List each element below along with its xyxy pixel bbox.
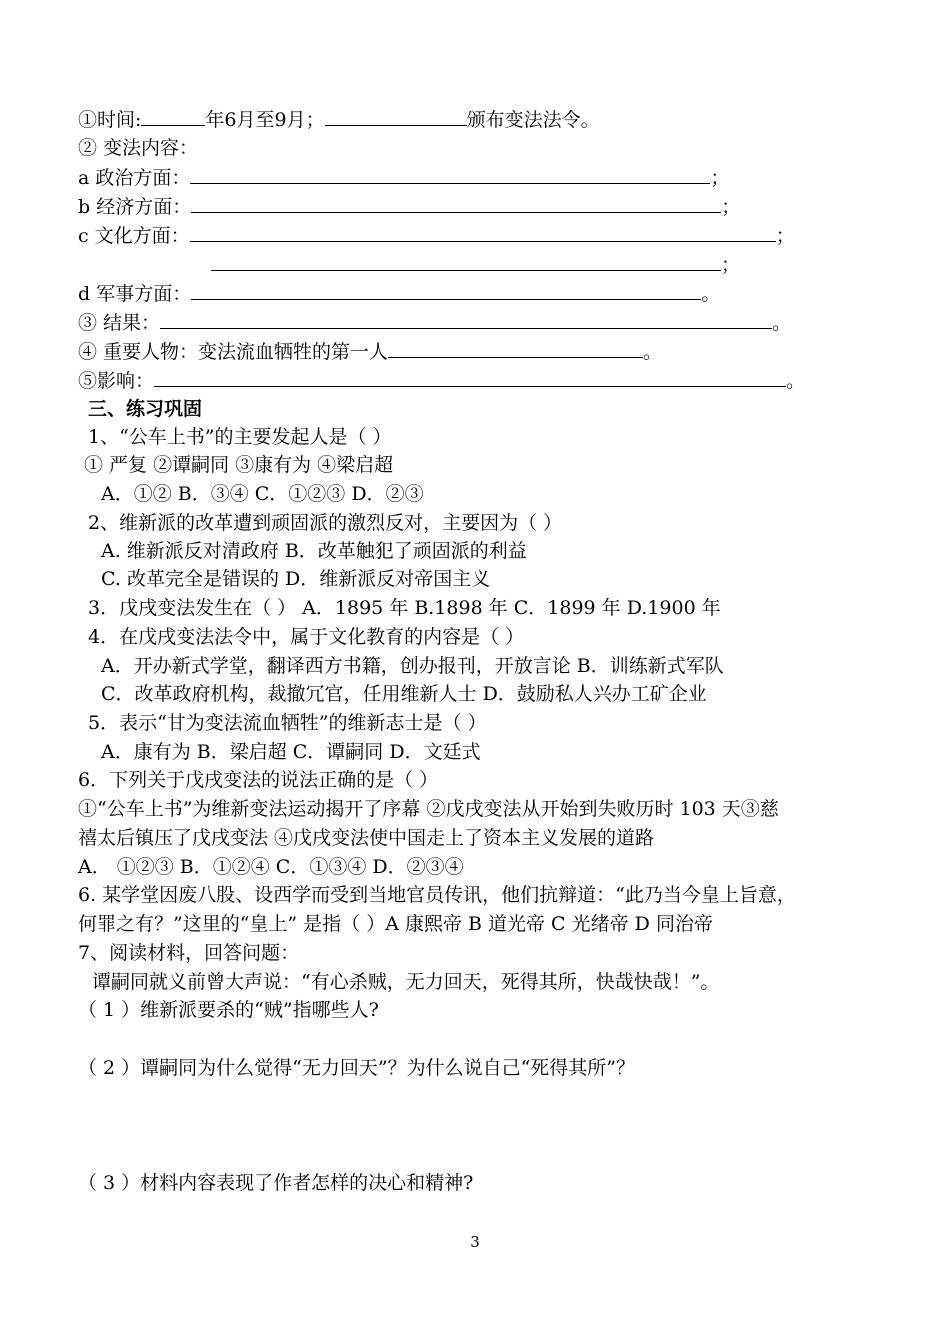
q7-sub3: （ 3 ）材料内容表现了作者怎样的决心和精神?	[78, 1172, 474, 1194]
q4-options-cd: C．改革政府机构，裁撤冗官，任用维新人士 D．鼓励私人兴办工矿企业	[101, 683, 707, 705]
q6b-line1: 6. 某学堂因废八股、设西学而受到当地官员传讯，他们抗辩道：“此乃当今皇上旨意，	[78, 884, 796, 906]
q5-options: A．康有为 B．梁启超 C．谭嗣同 D．文廷式	[101, 741, 481, 763]
year-blank[interactable]	[141, 107, 205, 126]
q1-items: ① 严复 ②谭嗣同 ③康有为 ④梁启超	[84, 454, 394, 476]
q6a-line1: ①“公车上书”为维新变法运动揭开了序幕 ②戊戌变法从开始到失败历时 103 天③慈	[78, 798, 779, 820]
q5-stem: 5．表示“甘为变法流血牺牲”的维新志士是（ ）	[88, 712, 487, 734]
politics-line: a 政治方面： ；	[78, 167, 730, 189]
result-line: ③ 结果： 。	[78, 312, 792, 334]
section-title: 三、练习巩固	[88, 398, 203, 420]
military-blank[interactable]	[191, 281, 701, 300]
military-line: d 军事方面： 。	[78, 283, 721, 305]
influence-line: ⑤影响： 。	[78, 370, 806, 392]
q7-stem: 7、阅读材料，回答问题：	[78, 942, 300, 964]
q1-stem: 1、“公车上书”的主要发起人是（ ）	[88, 426, 392, 448]
q3-stem: 3．戊戌变法发生在（ ） A．1895 年 B.1898 年 C．1899 年 D.1900 年	[88, 597, 721, 619]
time-line: ①时间: 年6月至9月； 颁布变法法令。	[78, 109, 600, 131]
q7-sub2: （ 2 ）谭嗣同为什么觉得“无力回天”？为什么说自己“死得其所”？	[78, 1057, 636, 1079]
q6a-options: A． ①②③ B．①②④ C．①③④ D．②③④	[78, 856, 464, 878]
q7-sub1: （ 1 ）维新派要杀的“贼”指哪些人?	[78, 999, 379, 1021]
result-blank[interactable]	[160, 310, 772, 329]
q6a-line2: 禧太后镇压了戊戌变法 ④戊戌变法使中国走上了资本主义发展的道路	[78, 827, 655, 849]
q7-material: 谭嗣同就义前曾大声说：“有心杀贼，无力回天，死得其所，快哉快哉！”。	[92, 971, 720, 993]
influence-blank[interactable]	[154, 368, 786, 387]
page-number: 3	[470, 1233, 480, 1251]
economy-blank[interactable]	[191, 194, 721, 213]
culture-blank-2[interactable]	[211, 252, 721, 271]
culture-blank[interactable]	[190, 223, 776, 242]
q2-options-cd: C. 改革完全是错误的 D．维新派反对帝国主义	[101, 568, 491, 590]
q4-stem: 4．在戊戌变法法令中，属于文化教育的内容是（ ）	[88, 626, 525, 648]
q2-stem: 2、维新派的改革遭到顽固派的激烈反对，主要因为（ ）	[88, 512, 563, 534]
q4-options-ab: A．开办新式学堂，翻译西方书籍，创办报刊，开放言论 B．训练新式军队	[101, 655, 724, 677]
reform-content-heading: ② 变法内容：	[78, 137, 199, 159]
martyr-blank[interactable]	[388, 339, 643, 358]
q1-options: A．①② B．③④ C．①②③ D．②③	[101, 483, 424, 505]
culture-line-2: ；	[78, 252, 740, 277]
q6a-stem: 6．下列关于戊戌变法的说法正确的是（ ）	[78, 769, 439, 791]
person-line: ④ 重要人物：变法流血牺牲的第一人 。	[78, 341, 663, 363]
culture-line: c 文化方面： ；	[78, 225, 795, 247]
person-blank[interactable]	[325, 107, 467, 126]
q2-options-ab: A. 维新派反对清政府 B．改革触犯了顽固派的利益	[101, 540, 527, 562]
economy-line: b 经济方面： ；	[78, 196, 741, 218]
q6b-line2: 何罪之有？”这里的“皇上” 是指（ ）A 康熙帝 B 道光帝 C 光绪帝 D 同治帝	[78, 913, 713, 935]
politics-blank[interactable]	[190, 165, 710, 184]
